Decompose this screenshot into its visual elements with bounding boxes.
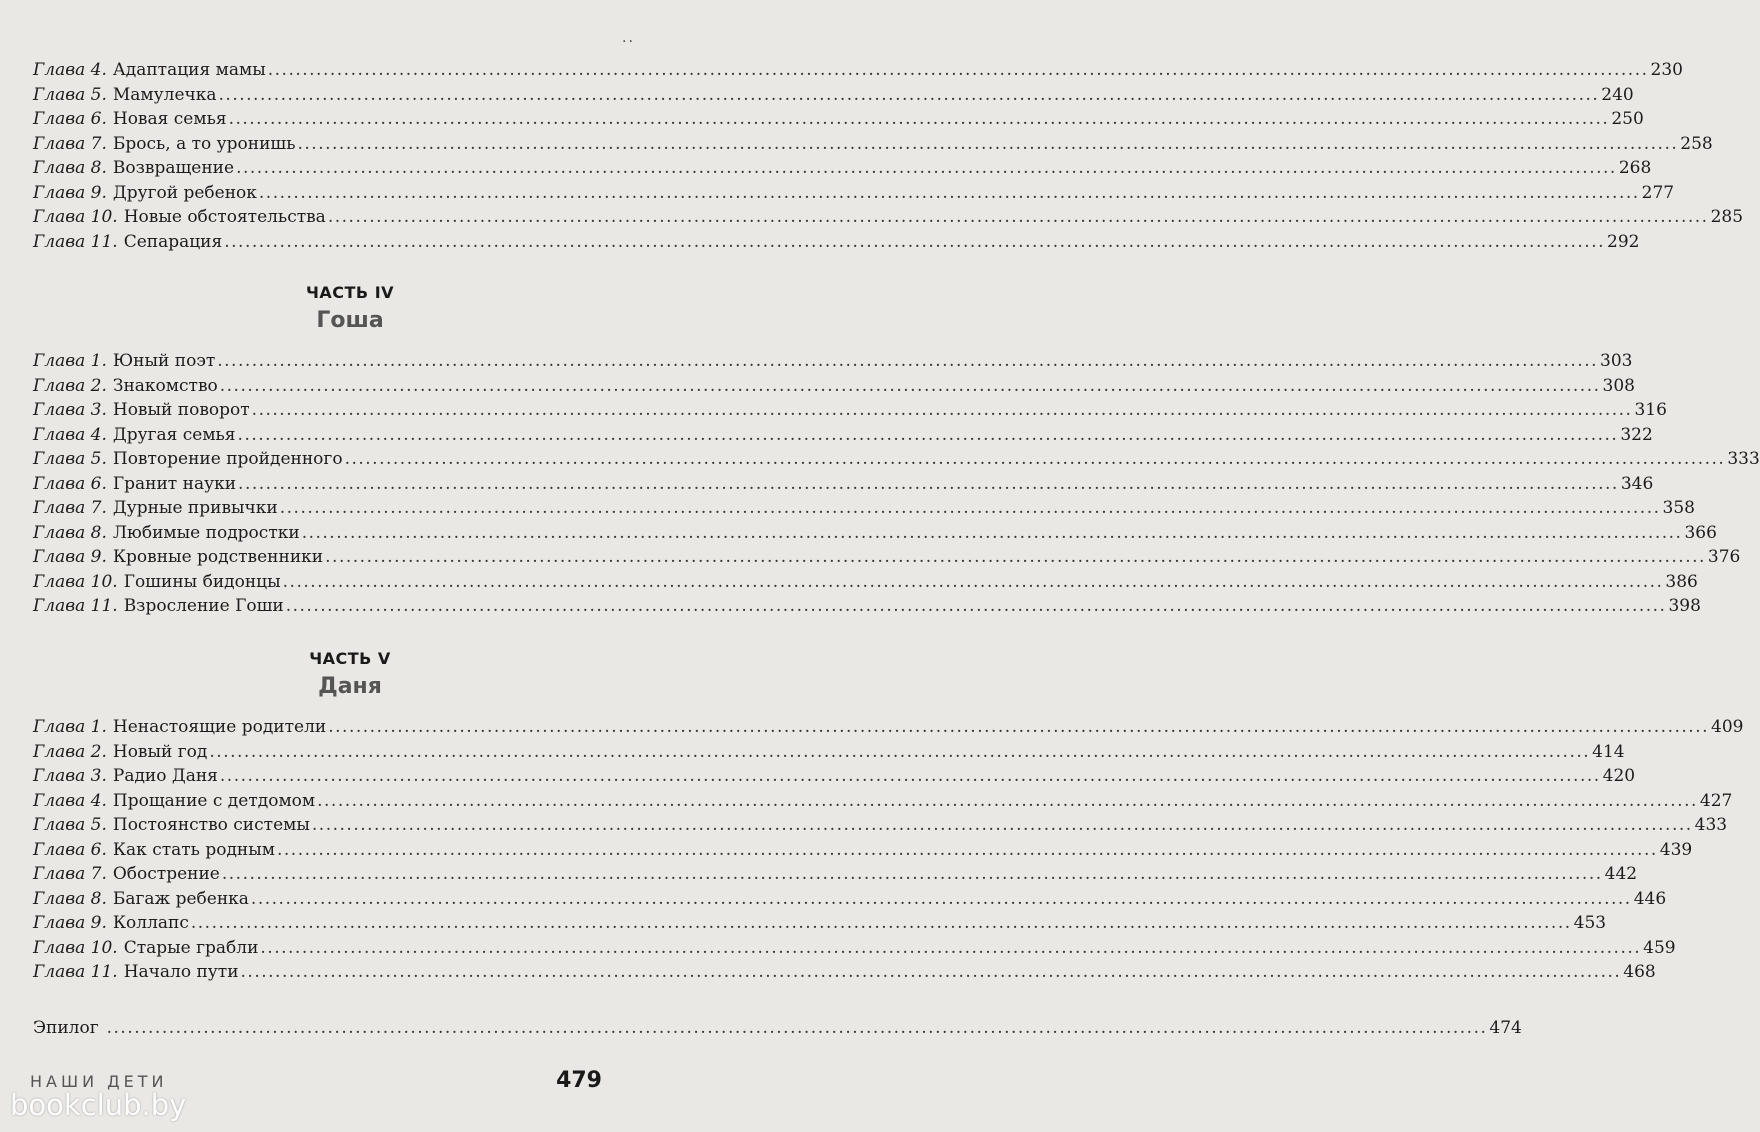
toc-entry[interactable] [33, 594, 1701, 619]
page-number: 292 [1607, 231, 1640, 252]
toc-entry-epilogue[interactable] [33, 1016, 1522, 1041]
dot-leader: ........................................................................................................................................................................................................ [251, 400, 1633, 420]
chapter-title: Коллапс [112, 913, 189, 933]
chapter-title: Кровные родственники [112, 547, 324, 567]
chapter-label: Глава 7. [33, 864, 107, 884]
chapter-label: Глава 11. [33, 231, 118, 252]
chapter-title: Постоянство системы [112, 815, 310, 835]
chapter-label: Глава 11. [33, 596, 118, 616]
dot-leader: ........................................................................................................................................................................................................ [209, 741, 1591, 762]
dot-leader: ........................................................................................................................................................................................................ [190, 913, 1572, 933]
page-number: 333 [1727, 449, 1760, 469]
part-name: Даня [318, 674, 382, 699]
chapter-label: Глава 11. [33, 962, 118, 982]
page-number: 322 [1620, 424, 1653, 445]
dot-leader: ........................................................................................................................................................................................................ [260, 937, 1642, 958]
chapter-title: Возвращение [112, 158, 235, 178]
chapter-label: Глава 10. [33, 571, 118, 592]
dot-leader: ........................................................................................................................................................................................................ [237, 424, 1619, 445]
chapter-title: Взросление Гоши [123, 596, 284, 616]
toc-entry[interactable] [33, 887, 1667, 912]
page-number: 316 [1634, 400, 1667, 420]
chapter-title: Юный поэт [112, 351, 216, 371]
page-number: 376 [1707, 547, 1741, 567]
toc-entry[interactable] [33, 715, 1744, 740]
chapter-title: Адаптация мамы [112, 60, 266, 80]
part-label: ЧАСТЬ V [309, 649, 391, 668]
dot-leader: ........................................................................................................................................................................................................ [240, 962, 1622, 982]
chapter-label: Глава 9. [33, 182, 107, 203]
page-number: 268 [1618, 158, 1652, 178]
toc-list-part-5 [33, 715, 1744, 985]
chapter-title: Знакомство [112, 375, 218, 396]
epilogue-title: Эпилог [33, 1018, 99, 1038]
dot-leader: ........................................................................................................................................................................................................ [327, 207, 1709, 227]
chapter-title: Новый год [112, 741, 208, 762]
dot-leader: ........................................................................................................................................................................................................ [277, 839, 1658, 860]
toc-epilogue [33, 1016, 1522, 1041]
chapter-title: Мамулечка [112, 84, 217, 105]
chapter-title: Повторение пройденного [112, 449, 343, 469]
dot-leader: ........................................................................................................................................................................................................ [238, 473, 1619, 494]
chapter-label: Глава 8. [33, 158, 107, 178]
chapter-label: Глава 1. [33, 351, 107, 371]
chapter-title: Старые грабли [123, 937, 259, 958]
toc-entry[interactable] [33, 789, 1733, 814]
chapter-label: Глава 5. [33, 84, 107, 105]
corner-mark: .. [622, 30, 635, 46]
page-number: 439 [1659, 839, 1693, 860]
chapter-label: Глава 9. [33, 547, 107, 567]
chapter-label: Глава 6. [33, 109, 107, 129]
chapter-title: Дурные привычки [112, 498, 278, 518]
chapter-title: Багаж ребенка [112, 888, 249, 909]
chapter-label: Глава 3. [33, 400, 107, 420]
page-number: 386 [1665, 571, 1698, 592]
dot-leader: ........................................................................................................................................................................................................ [344, 449, 1726, 469]
toc-entry[interactable] [33, 740, 1625, 765]
dot-leader: ........................................................................................................................................................................................................ [228, 109, 1610, 129]
page-number: 285 [1710, 207, 1744, 227]
chapter-title: Новый поворот [112, 400, 250, 420]
dot-leader: ........................................................................................................................................................................................................ [285, 596, 1667, 616]
chapter-label: Глава 3. [33, 766, 107, 786]
dot-leader: ........................................................................................................................................................................................................ [106, 1018, 1488, 1038]
chapter-title: Ненастоящие родители [112, 717, 327, 737]
part-name: Гоша [316, 308, 384, 333]
chapter-title: Начало пути [123, 962, 239, 982]
chapter-label: Глава 7. [33, 498, 107, 518]
dot-leader: ........................................................................................................................................................................................................ [311, 815, 1693, 835]
toc-entry[interactable] [33, 374, 1635, 399]
toc-entry[interactable] [33, 521, 1717, 546]
chapter-title: Брось, а то уронишь [112, 133, 296, 154]
toc-entry[interactable] [33, 936, 1676, 961]
dot-leader: ........................................................................................................................................................................................................ [267, 60, 1649, 80]
chapter-title: Другая семья [112, 424, 236, 445]
chapter-title: Гранит науки [112, 473, 237, 494]
page-number: 258 [1680, 133, 1713, 154]
page-number: 442 [1604, 864, 1638, 884]
toc-entry[interactable] [33, 570, 1698, 595]
chapter-label: Глава 1. [33, 717, 107, 737]
dot-leader: ........................................................................................................................................................................................................ [250, 888, 1632, 909]
toc-entry[interactable] [33, 132, 1713, 157]
toc-entry[interactable] [33, 764, 1636, 789]
toc-entry[interactable] [33, 447, 1760, 472]
page-number: 468 [1623, 962, 1656, 982]
page-number: 446 [1633, 888, 1667, 909]
page-number: 398 [1668, 596, 1701, 616]
dot-leader: ........................................................................................................................................................................................................ [219, 766, 1601, 786]
chapter-label: Глава 4. [33, 60, 107, 80]
dot-leader: ........................................................................................................................................................................................................ [297, 133, 1679, 154]
page-number: 346 [1620, 473, 1654, 494]
chapter-label: Глава 2. [33, 375, 107, 396]
toc-list-part-4 [33, 349, 1760, 619]
dot-leader: ........................................................................................................................................................................................................ [236, 158, 1617, 178]
chapter-title: Гошины бидонцы [123, 571, 281, 592]
chapter-label: Глава 9. [33, 913, 107, 933]
toc-entry[interactable] [33, 545, 1741, 570]
chapter-label: Глава 4. [33, 424, 107, 445]
part-heading [0, 283, 700, 333]
chapter-label: Глава 7. [33, 133, 107, 154]
page-number: 414 [1592, 741, 1625, 762]
page-number: 277 [1641, 182, 1675, 203]
chapter-label: Глава 6. [33, 473, 107, 494]
chapter-label: Глава 5. [33, 815, 107, 835]
chapter-label: Глава 10. [33, 207, 118, 227]
folio-page-number: 479 [556, 1068, 602, 1093]
dot-leader: ........................................................................................................................................................................................................ [301, 522, 1683, 543]
series-title: НАШИ ДЕТИ [30, 1072, 168, 1091]
chapter-title: Обострение [112, 864, 220, 884]
toc-list-part-3 [33, 58, 1744, 254]
page-number: 230 [1650, 60, 1683, 80]
toc-entry[interactable] [33, 423, 1653, 448]
toc-entry[interactable] [33, 813, 1728, 838]
chapter-label: Глава 5. [33, 449, 107, 469]
page-number: 433 [1694, 815, 1728, 835]
toc-entry[interactable] [33, 862, 1638, 887]
toc-entry[interactable] [33, 911, 1607, 936]
toc-entry[interactable] [33, 156, 1652, 181]
page-number: 250 [1611, 109, 1644, 129]
toc-entry[interactable] [33, 496, 1695, 521]
toc-entry[interactable] [33, 230, 1640, 255]
dot-leader: ........................................................................................................................................................................................................ [328, 717, 1709, 737]
chapter-label: Глава 8. [33, 522, 107, 543]
dot-leader: ........................................................................................................................................................................................................ [325, 547, 1706, 567]
dot-leader: ........................................................................................................................................................................................................ [224, 231, 1605, 252]
chapter-title: Другой ребенок [112, 182, 257, 203]
toc-entry[interactable] [33, 960, 1656, 985]
page-number: 459 [1643, 937, 1676, 958]
dot-leader: ........................................................................................................................................................................................................ [218, 84, 1600, 105]
page-number: 358 [1662, 498, 1695, 518]
dot-leader: ........................................................................................................................................................................................................ [217, 351, 1599, 371]
chapter-title: Радио Даня [112, 766, 218, 786]
toc-entry[interactable] [33, 472, 1654, 497]
toc-entry[interactable] [33, 107, 1644, 132]
dot-leader: ........................................................................................................................................................................................................ [317, 790, 1698, 811]
chapter-title: Новые обстоятельства [123, 207, 326, 227]
toc-entry[interactable] [33, 205, 1744, 230]
page-number: 303 [1600, 351, 1633, 371]
chapter-title: Прощание с детдомом [112, 790, 316, 811]
chapter-label: Глава 8. [33, 888, 107, 909]
part-heading [0, 649, 700, 699]
page-number: 474 [1489, 1018, 1522, 1038]
dot-leader: ........................................................................................................................................................................................................ [282, 571, 1664, 592]
watermark-logo: bookclub.by [10, 1088, 187, 1122]
toc-entry[interactable] [33, 349, 1633, 374]
dot-leader: ........................................................................................................................................................................................................ [279, 498, 1661, 518]
toc-entry[interactable] [33, 83, 1634, 108]
chapter-label: Глава 2. [33, 741, 107, 762]
chapter-label: Глава 6. [33, 839, 107, 860]
chapter-title: Новая семья [112, 109, 227, 129]
chapter-label: Глава 10. [33, 937, 118, 958]
dot-leader: ........................................................................................................................................................................................................ [221, 864, 1603, 884]
page-number: 427 [1699, 790, 1733, 811]
toc-entry[interactable] [33, 58, 1683, 83]
chapter-label: Глава 4. [33, 790, 107, 811]
page-number: 453 [1573, 913, 1607, 933]
chapter-title: Любимые подростки [112, 522, 300, 543]
chapter-title: Сепарация [123, 231, 223, 252]
page-number: 240 [1601, 84, 1634, 105]
part-label: ЧАСТЬ IV [305, 283, 395, 302]
toc-entry[interactable] [33, 838, 1693, 863]
page-number: 409 [1711, 717, 1744, 737]
toc-entry[interactable] [33, 398, 1667, 423]
page-number: 308 [1602, 375, 1635, 396]
dot-leader: ........................................................................................................................................................................................................ [219, 375, 1601, 396]
dot-leader: ........................................................................................................................................................................................................ [258, 182, 1640, 203]
toc-entry[interactable] [33, 181, 1675, 206]
page-number: 366 [1684, 522, 1717, 543]
chapter-title: Как стать родным [112, 839, 275, 860]
page-number: 420 [1602, 766, 1636, 786]
